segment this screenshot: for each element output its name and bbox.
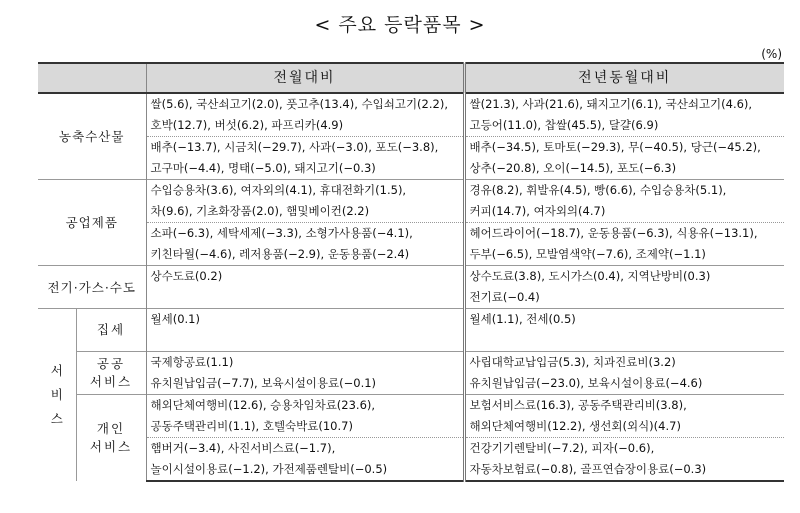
cell-line: 국제항공료(1.1): [150, 355, 234, 369]
subcategory-rent: 집세: [76, 309, 146, 352]
utilities-yoy: [464, 266, 784, 309]
unit-label: (%): [761, 47, 782, 61]
services-label-char: 비: [50, 387, 63, 402]
cell-line: 상수도료(3.8), 도시가스(0.4), 지역난방비(0.3): [469, 269, 711, 283]
table-row-industrial-up: [38, 180, 784, 223]
public-mom: [146, 352, 464, 395]
cell-line: 월세(1.1), 전세(0.5): [469, 312, 576, 326]
cell-line: 보험서비스료(16.3), 공동주택관리비(3.8),: [469, 398, 687, 412]
cell-line: 고구마(−4.4), 명태(−5.0), 돼지고기(−0.3): [150, 161, 376, 175]
cell-line: 경유(8.2), 휘발유(4.5), 빵(6.6), 수입승용차(5.1),: [469, 183, 727, 197]
public-yoy: [464, 352, 784, 395]
utilities-mom: [146, 266, 464, 309]
table-row-industrial-down: [38, 223, 784, 266]
cell-line: 호박(12.7), 버섯(6.2), 파프리카(4.9): [150, 118, 344, 132]
agri-yoy-down: [464, 137, 784, 180]
cell-line: 햄버거(−3.4), 사진서비스료(−1.7),: [150, 441, 336, 455]
header-mom: 전월대비: [146, 63, 464, 93]
cell-line: 두부(−6.5), 모발염색약(−7.6), 조제약(−1.1): [469, 247, 706, 261]
cell-line: 해외단체여행비(12.2), 생선회(외식)(4.7): [469, 419, 681, 433]
cell-line: 놀이시설이용료(−1.2), 가전제품렌탈비(−0.5): [150, 462, 388, 476]
subcategory-public: [76, 352, 146, 395]
cell-line: 유치원납입금(−7.7), 보육시설이용료(−0.1): [150, 376, 377, 390]
subcategory-line: 서비스: [89, 439, 133, 454]
price-change-table: [38, 62, 784, 481]
personal-yoy-up: [464, 395, 784, 438]
cell-line: 고등어(11.0), 찹쌀(45.5), 달걀(6.9): [469, 118, 659, 132]
cell-line: 전기료(−0.4): [469, 290, 540, 304]
agri-mom-down: [146, 137, 464, 180]
table-row-utilities: [38, 266, 784, 309]
cell-line: 차(9.6), 기초화장품(2.0), 햄및베이컨(2.2): [150, 204, 370, 218]
agri-mom-up: [146, 93, 464, 137]
table-row-public-services: [38, 352, 784, 395]
cell-line: 공동주택관리비(1.1), 호텔숙박료(10.7): [150, 419, 353, 433]
cell-line: 키친타월(−4.6), 레저용품(−2.9), 운동용품(−2.4): [150, 247, 410, 261]
subcategory-line: 공공: [96, 356, 126, 371]
cell-line: 쌀(5.6), 국산쇠고기(2.0), 풋고추(13.4), 수입쇠고기(2.2),: [150, 97, 448, 111]
category-services: [38, 309, 76, 482]
cell-line: 상추(−20.8), 오이(−14.5), 포도(−6.3): [469, 161, 677, 175]
table-row-agri-down: [38, 137, 784, 180]
rent-mom: [146, 309, 464, 352]
page-title: < 주요 등락품목 >: [314, 14, 486, 36]
subcategory-line: 개인: [96, 421, 126, 436]
cell-line: 월세(0.1): [150, 312, 200, 326]
category-utilities: 전기·가스·수도: [38, 266, 146, 309]
table-row-personal-up: [38, 395, 784, 438]
industrial-mom-down: [146, 223, 464, 266]
table-row-agri-up: [38, 93, 784, 137]
services-label-char: 서: [50, 363, 63, 378]
header-yoy: 전년동월대비: [464, 63, 784, 93]
cell-line: 쌀(21.3), 사과(21.6), 돼지고기(6.1), 국산쇠고기(4.6),: [469, 97, 753, 111]
agri-yoy-up: [464, 93, 784, 137]
cell-line: 배추(−13.7), 시금치(−29.7), 사과(−3.0), 포도(−3.8),: [150, 140, 439, 154]
cell-line: 해외단체여행비(12.6), 승용차임차료(23.6),: [150, 398, 376, 412]
cell-line: 헤어드라이어(−18.7), 운동용품(−6.3), 식용유(−13.1),: [469, 226, 758, 240]
cell-line: 상수도료(0.2): [150, 269, 223, 283]
header-row: [38, 63, 784, 93]
cell-line: 커피(14.7), 여자외의(4.7): [469, 204, 606, 218]
cell-line: 자동차보험료(−0.8), 골프연습장이용료(−0.3): [469, 462, 707, 476]
header-corner: [38, 63, 146, 93]
subcategory-personal: [76, 395, 146, 482]
category-industrial: 공업제품: [38, 180, 146, 266]
personal-mom-up: [146, 395, 464, 438]
cell-line: 사립대학교납입금(5.3), 치과진료비(3.2): [469, 355, 676, 369]
cell-line: 건강기기렌탈비(−7.2), 피자(−0.6),: [469, 441, 655, 455]
cell-line: 배추(−34.5), 토마토(−29.3), 무(−40.5), 당근(−45.2),: [469, 140, 761, 154]
services-label-char: 스: [50, 411, 63, 426]
table-row-personal-down: [38, 438, 784, 482]
category-agri: 농축수산물: [59, 129, 125, 144]
table-row-rent: [38, 309, 784, 352]
cell-line: 수입승용차(3.6), 여자외의(4.1), 휴대전화기(1.5),: [150, 183, 407, 197]
personal-mom-down: [146, 438, 464, 482]
cell-line: 소파(−6.3), 세탁세제(−3.3), 소형가사용품(−4.1),: [150, 226, 413, 240]
cell-line: 유치원납입금(−23.0), 보육시설이용료(−4.6): [469, 376, 703, 390]
rent-yoy: [464, 309, 784, 352]
industrial-mom-up: [146, 180, 464, 223]
personal-yoy-down: [464, 438, 784, 482]
industrial-yoy-up: [464, 180, 784, 223]
industrial-yoy-down: [464, 223, 784, 266]
subcategory-line: 서비스: [89, 374, 133, 389]
